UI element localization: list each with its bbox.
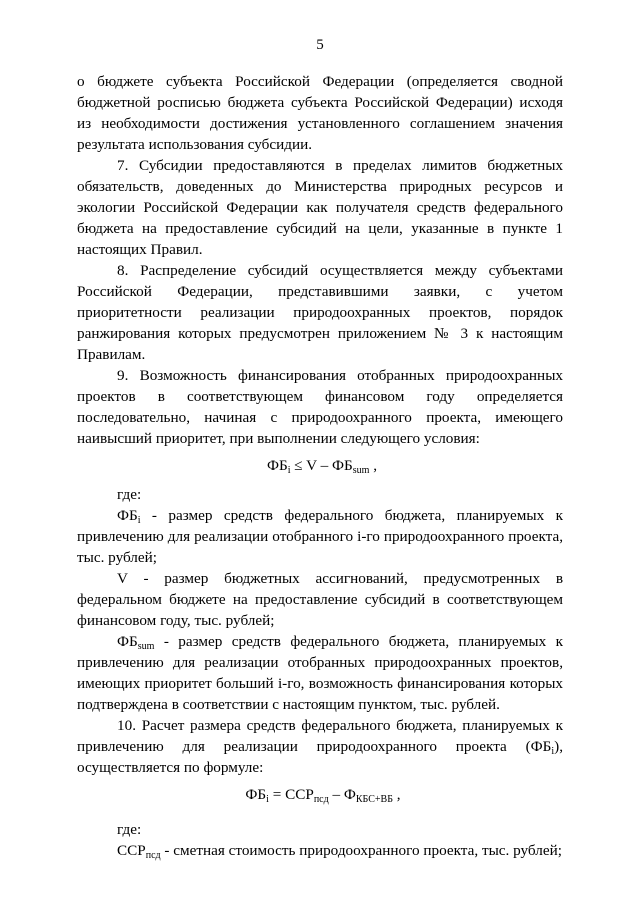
def-symbol-sub: псд xyxy=(145,850,161,861)
paragraph-7: 7. Субсидии предоставляются в пределах лимитов бюджетных обязательств, доведенных до Министерства природных ресурсов и экологии Российской Федерации как получателя средств федерального бюджета на предоставление субсидий на цели, указанные в пункте 1 настоящих Правил. xyxy=(77,157,563,258)
def-text: - размер средств федерального бюджета, планируемых к привлечению для реализации отобранного i-го природоохранного проекта, тыс. рублей; xyxy=(77,507,563,566)
def-text: - сметная стоимость природоохранного проекта, тыс. рублей; xyxy=(160,842,562,859)
document-body xyxy=(77,71,563,861)
formula-calculation xyxy=(77,784,563,805)
page-number: 5 xyxy=(316,37,324,53)
paragraph-continuation: о бюджете субъекта Российской Федерации (определяется сводной бюджетной росписью бюджета субъекта Российской Федерации) исходя из необходимости достижения установленного соглашением значения результата использования субсидии. xyxy=(77,73,563,153)
def-symbol: ФБ xyxy=(117,633,138,650)
formula-tail: , xyxy=(392,786,401,803)
definition-ssr xyxy=(77,840,563,861)
paragraph-8: 8. Распределение субсидий осуществляется между субъектами Российской Федерации, представившими заявки, с учетом приоритетности реализации природоохранных проектов, порядок ранжирования которых предусмотрен приложением № 3 к настоящим Правилам. xyxy=(77,262,563,363)
paragraph-9: 9. Возможность финансирования отобранных природоохранных проектов в соответствующем финансовом году определяется последовательно, начиная с природоохранного проекта, имеющего наивысший приоритет, при выполнении следующего условия: xyxy=(77,367,563,447)
formula-mid-sub: псд xyxy=(313,794,329,805)
definition-v: V - размер бюджетных ассигнований, предусмотренных в федеральном бюджете на предоставление субсидий в соответствующем финансовом году, тыс. рублей; xyxy=(77,570,563,629)
formula-lhs: ФБ xyxy=(266,457,288,474)
def-text: - размер средств федерального бюджета, планируемых к привлечению для реализации отобранных природоохранных проектов, имеющих приоритет больший i-го, возможность финансирования которых подтверждена в соответствии с настоящим пунктом, тыс. рублей. xyxy=(77,633,563,713)
definition-fb-i xyxy=(77,505,563,568)
formula-mid: ≤ V – ФБ xyxy=(290,457,353,474)
formula-condition xyxy=(77,455,563,476)
def-symbol-sub: i xyxy=(137,515,141,526)
formula-minus-sub: КБС+ВБ xyxy=(355,794,393,805)
def-symbol: ССР xyxy=(117,842,146,859)
formula-lhs-sub: i xyxy=(287,465,291,476)
formula-minus: – Ф xyxy=(328,786,356,803)
formula-lhs-sub: i xyxy=(266,794,269,805)
formula-tail: , xyxy=(369,457,378,474)
p10-sub: i xyxy=(551,746,555,757)
p10-tail: ), осуществляется по формуле: xyxy=(77,738,563,776)
where-label: где: xyxy=(117,486,142,503)
definition-fb-sum xyxy=(77,631,563,715)
where-label: где: xyxy=(117,821,142,838)
formula-mid-sub: sum xyxy=(352,465,370,476)
p10-text: 10. Расчет размера средств федерального бюджета, планируемых к привлечению для реализации природоохранного проекта (ФБ xyxy=(77,717,563,755)
def-symbol-sub: sum xyxy=(137,641,155,652)
paragraph-10 xyxy=(77,715,563,778)
formula-lhs: ФБ xyxy=(245,786,267,803)
formula-mid: = ССР xyxy=(268,786,314,803)
def-symbol: ФБ xyxy=(117,507,138,524)
